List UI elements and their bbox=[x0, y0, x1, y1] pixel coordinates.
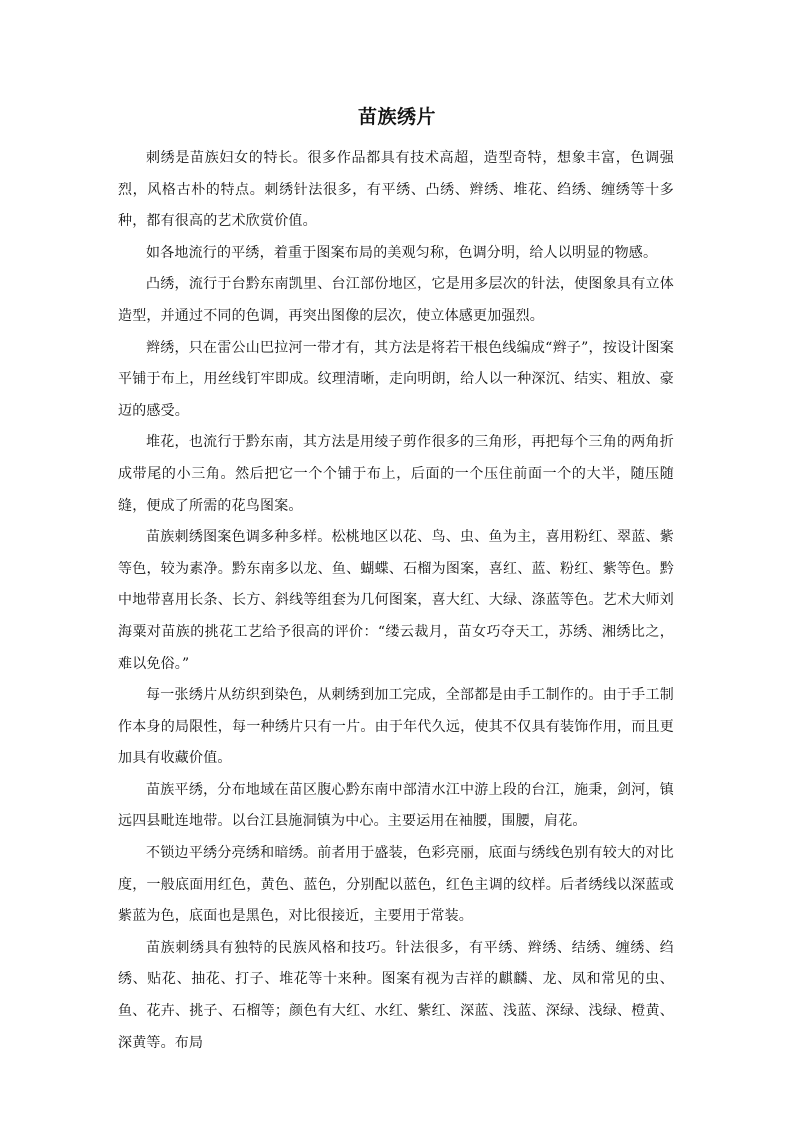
paragraph-1: 刺绣是苗族妇女的特长。很多作品都具有技术高超，造型奇特，想象丰富，色调强烈，风格古朴的特点。刺绣针法很多，有平绣、凸绣、辫绣、堆花、绉绣、缠绣等十多种，都有很高的艺术欣赏价值。 bbox=[118, 150, 674, 230]
paragraph-2: 如各地流行的平绣，着重于图案布局的美观匀称，色调分明，给人以明显的物感。 bbox=[146, 244, 658, 261]
article-body bbox=[118, 143, 674, 1059]
paragraph-6: 苗族刺绣图案色调多种多样。松桃地区以花、鸟、虫、鱼为主，喜用粉红、翠蓝、紫等色，较为素净。黔东南多以龙、鱼、蝴蝶、石榴为图案，喜红、蓝、粉红、紫等色。黔中地带喜用长条、长方、斜线等组套为几何图案，喜大红、大绿、涤蓝等色。艺术大师刘海粟对苗族的挑花工艺给予很高的评价：“缕云裁月，苗女巧夺天工，苏绣、湘绣比之，难以免俗。” bbox=[118, 529, 674, 672]
paragraph-3: 凸绣，流行于台黔东南凯里、台江部份地区，它是用多层次的针法，使图象具有立体造型，并通过不同的色调，再突出图像的层次，使立体感更加强烈。 bbox=[118, 276, 674, 324]
paragraph-4: 辫绣，只在雷公山巴拉河一带才有，其方法是将若干根色线编成“辫子”，按设计图案平铺于布上，用丝线钉牢即成。纹理清晰，走向明朗，给人以一种深沉、结实、粗放、豪迈的感受。 bbox=[118, 339, 674, 419]
page-title: 苗族绣片 bbox=[357, 106, 436, 128]
paragraph-5: 堆花，也流行于黔东南，其方法是用绫子剪作很多的三角形，再把每个三角的两角折成带尾的小三角。然后把它一个个铺于布上，后面的一个压住前面一个的大半，随压随缝，便成了所需的花鸟图案。 bbox=[118, 434, 674, 514]
paragraph-10: 苗族刺绣具有独特的民族风格和技巧。针法很多，有平绣、辫绣、结绣、缠绣、绉绣、贴花、抽花、打子、堆花等十来种。图案有视为吉祥的麒麟、龙、凤和常见的虫、鱼、花卉、挑子、石榴等；颜色有大红、水红、紫红、深蓝、浅蓝、深绿、浅绿、橙黄、深黄等。布局 bbox=[118, 939, 674, 1051]
paragraph-7: 每一张绣片从纺织到染色，从刺绣到加工完成，全部都是由手工制作的。由于手工制作本身的局限性，每一种绣片只有一片。由于年代久远，使其不仅具有装饰作用，而且更加具有收藏价值。 bbox=[118, 687, 674, 767]
paragraph-8: 苗族平绣，分布地域在苗区腹心黔东南中部清水江中游上段的台江，施秉，剑河，镇远四县毗连地带。以台江县施洞镇为中心。主要运用在袖腰，围腰，肩花。 bbox=[118, 781, 674, 830]
paragraph-9: 不锁边平绣分亮绣和暗绣。前者用于盛装，色彩亮丽，底面与绣线色别有较大的对比度，一般底面用红色，黄色、蓝色，分别配以蓝色，红色主调的纹样。后者绣线以深蓝或紫蓝为色，底面也是黑色，对比很接近，主要用于常装。 bbox=[118, 845, 674, 925]
